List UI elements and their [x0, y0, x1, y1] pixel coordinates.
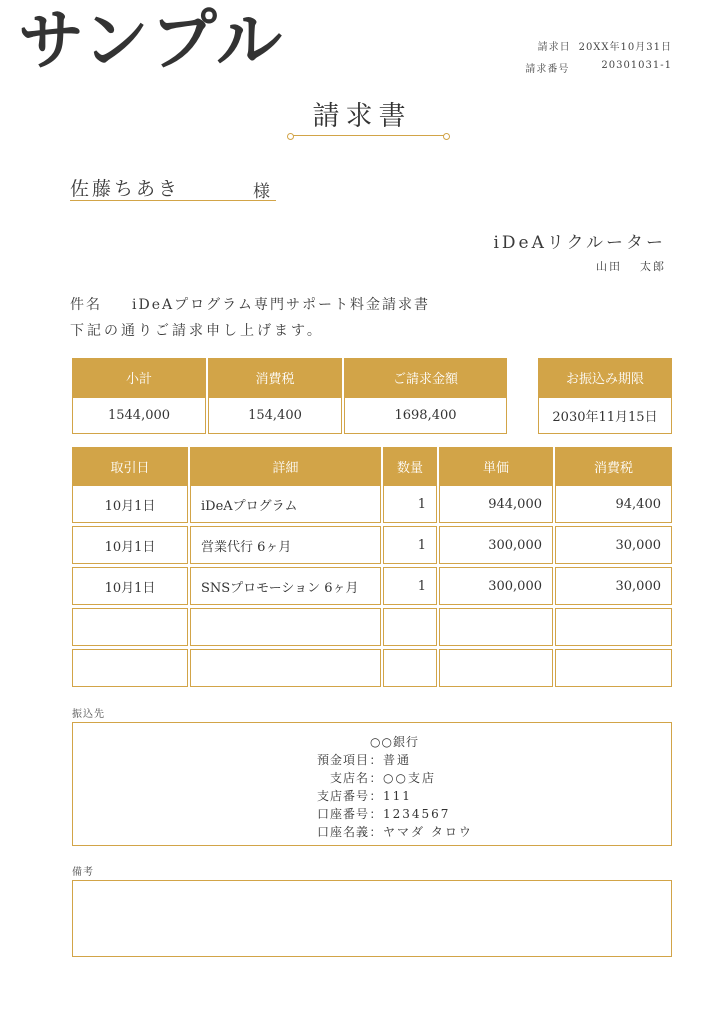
- item-detail: [190, 608, 381, 646]
- recipient-name: 佐藤ちあき: [70, 178, 181, 200]
- item-date: 10月1日: [72, 485, 188, 523]
- item-date: 10月1日: [72, 526, 188, 564]
- bank-key: 口座名義: [316, 825, 369, 839]
- bank-name-value: ○○銀行: [370, 735, 419, 749]
- recipient-honorific: 様: [253, 182, 270, 202]
- item-tax: [555, 608, 672, 646]
- bank-value: 111: [383, 789, 412, 803]
- bank-colon: ：: [369, 807, 383, 821]
- sample-watermark: サンプル: [18, 2, 285, 79]
- sender-person: [596, 258, 666, 274]
- bank-key: 口座番号: [316, 807, 369, 821]
- sender-last-name: 山田: [596, 260, 622, 273]
- items-header-tax: 消費税: [555, 447, 672, 485]
- document-title: 請求書: [312, 101, 412, 132]
- summary-tax-value: 154,400: [208, 397, 342, 434]
- item-date: [72, 649, 188, 687]
- subject-label: 件名: [70, 297, 102, 313]
- item-price: 300,000: [439, 567, 553, 605]
- item-price: 300,000: [439, 526, 553, 564]
- invoice-date-value: 20XX年10月31日: [578, 42, 672, 53]
- invoice-number-label: 請求番号: [525, 64, 570, 75]
- bank-section-label: 振込先: [72, 709, 105, 720]
- intro-text: 下記の通りご請求申し上げます。: [70, 323, 324, 339]
- invoice-number: [525, 60, 672, 75]
- item-qty: 1: [383, 485, 437, 523]
- bank-line-account-holder: [299, 823, 473, 841]
- summary-header-subtotal: 小計: [72, 358, 206, 397]
- item-price: 944,000: [439, 485, 553, 523]
- item-date: [72, 608, 188, 646]
- item-qty: [383, 608, 437, 646]
- items-header-qty: 数量: [383, 447, 437, 485]
- sender-company: iDeAリクルーター: [493, 233, 666, 253]
- bank-colon: ：: [369, 753, 383, 767]
- bank-line-branch-number: [299, 787, 473, 805]
- bank-value: 1234567: [383, 807, 451, 821]
- notes-section-label: 備考: [72, 867, 94, 878]
- recipient-block: [70, 174, 276, 201]
- item-detail: iDeAプログラム: [190, 485, 381, 523]
- subject-line: [70, 294, 430, 314]
- subject-value: iDeAプログラム専門サポート料金請求書: [132, 297, 430, 313]
- item-date: 10月1日: [72, 567, 188, 605]
- notes-box: [72, 880, 672, 957]
- item-tax: 30,000: [555, 526, 672, 564]
- item-tax: 30,000: [555, 567, 672, 605]
- item-qty: [383, 649, 437, 687]
- item-tax: 94,400: [555, 485, 672, 523]
- title-underline: [290, 135, 447, 136]
- item-tax: [555, 649, 672, 687]
- bank-colon: ：: [369, 825, 383, 839]
- summary-header-due: お振込み期限: [538, 358, 672, 397]
- summary-header-tax: 消費税: [208, 358, 342, 397]
- bank-line-account-type: [299, 751, 473, 769]
- bank-key: 預金項目: [316, 753, 369, 767]
- bank-colon: ：: [369, 789, 383, 803]
- bank-details: [299, 733, 473, 841]
- summary-header-total: ご請求金額: [344, 358, 507, 397]
- summary-subtotal-value: 1544,000: [72, 397, 206, 434]
- bank-info-box: [72, 722, 672, 846]
- invoice-date: [538, 38, 672, 53]
- bank-value: 普通: [383, 753, 412, 767]
- item-price: [439, 608, 553, 646]
- invoice-number-value: 20301031-1: [601, 60, 672, 71]
- bank-line-branch-name: [299, 769, 473, 787]
- items-header-price: 単価: [439, 447, 553, 485]
- bank-value: ヤマダ タロウ: [383, 825, 473, 839]
- item-detail: 営業代行 6ヶ月: [190, 526, 381, 564]
- invoice-date-label: 請求日: [537, 42, 571, 53]
- item-price: [439, 649, 553, 687]
- items-header-detail: 詳細: [190, 447, 381, 485]
- items-header-date: 取引日: [72, 447, 188, 485]
- bank-line-account-number: [299, 805, 473, 823]
- item-detail: [190, 649, 381, 687]
- item-qty: 1: [383, 567, 437, 605]
- bank-key: 支店番号: [316, 789, 369, 803]
- summary-due-value: 2030年11月15日: [538, 397, 672, 434]
- item-detail: SNSプロモーション 6ヶ月: [190, 567, 381, 605]
- bank-colon: ：: [369, 771, 383, 785]
- summary-total-value: 1698,400: [344, 397, 507, 434]
- sender-first-name: 太郎: [640, 260, 666, 273]
- item-qty: 1: [383, 526, 437, 564]
- bank-name: [299, 733, 473, 751]
- bank-key: 支店名: [329, 771, 369, 785]
- bank-value: ○○支店: [383, 771, 436, 785]
